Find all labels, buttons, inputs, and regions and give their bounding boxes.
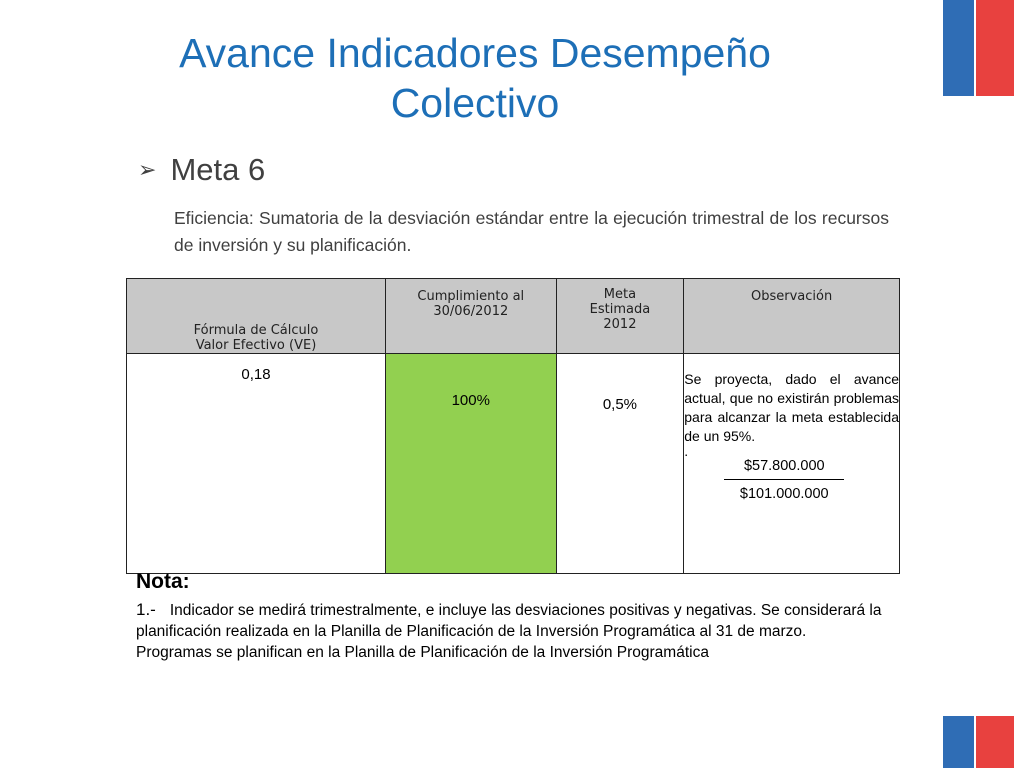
cell-observacion [684,354,900,574]
nota-body [136,599,896,663]
header-observacion-text: Observación [751,289,833,304]
observacion-dot: . [684,443,689,459]
nota-paragraph-1 [136,599,896,642]
table-header-row [127,279,900,354]
cell-formula-value: 0,18 [127,354,386,574]
arrow-bullet-icon: ➢ [138,157,157,182]
header-meta-line2: Estimada [589,302,651,317]
table-row [127,354,900,574]
header-meta [556,279,684,354]
header-formula-line2: Valor Efectivo (VE) [195,338,317,353]
meta-heading [138,152,265,188]
cell-meta-value: 0,5% [602,396,638,413]
meta-heading-text: Meta 6 [170,152,266,187]
header-cumplimiento-line2: 30/06/2012 [433,304,509,319]
cell-cumplimiento [385,354,556,574]
flag-decoration-top [943,0,1014,96]
nota-title: Nota: [136,570,190,593]
slide-title-line2: Colectivo [390,80,560,126]
fraction-numerator: $57.800.000 [743,458,825,474]
header-formula-line1: Fórmula de Cálculo [193,323,319,338]
header-cumplimiento [385,279,556,354]
header-meta-line1: Meta [603,287,637,302]
header-observacion [684,279,900,354]
meta-description: Eficiencia: Sumatoria de la desviación estándar entre la ejecución trimestral de los recursos de inversión y su planificación. [174,208,889,255]
observacion-fraction [724,458,844,502]
header-formula [127,279,386,354]
cell-meta [556,354,684,574]
slide-title-line1: Avance Indicadores Desempeño [179,30,771,76]
nota-paragraph-2: Programas se planifican en la Planilla de Planificación de la Inversión Programática [136,644,709,661]
slide-title [130,28,820,128]
header-meta-line3: 2012 [603,317,637,332]
observacion-text: Se proyecta, dado el avance actual, que no existirán problemas para alcanzar la meta establecida de un 95%. [684,371,899,444]
flag-decoration-bottom [943,716,1014,768]
cell-cumplimiento-value: 100% [451,392,490,409]
header-cumplimiento-line1: Cumplimiento al [417,289,525,304]
fraction-denominator: $101.000.000 [739,486,829,502]
nota-number: 1.- [136,600,156,619]
nota-line1: Indicador se medirá trimestralmente, e incluye las desviaciones positivas y negativas. Se considerará la planificación realizada en la Planilla de Planificación de la Inversión Programática al 31 de marzo. [136,602,882,640]
indicator-table [126,278,900,574]
